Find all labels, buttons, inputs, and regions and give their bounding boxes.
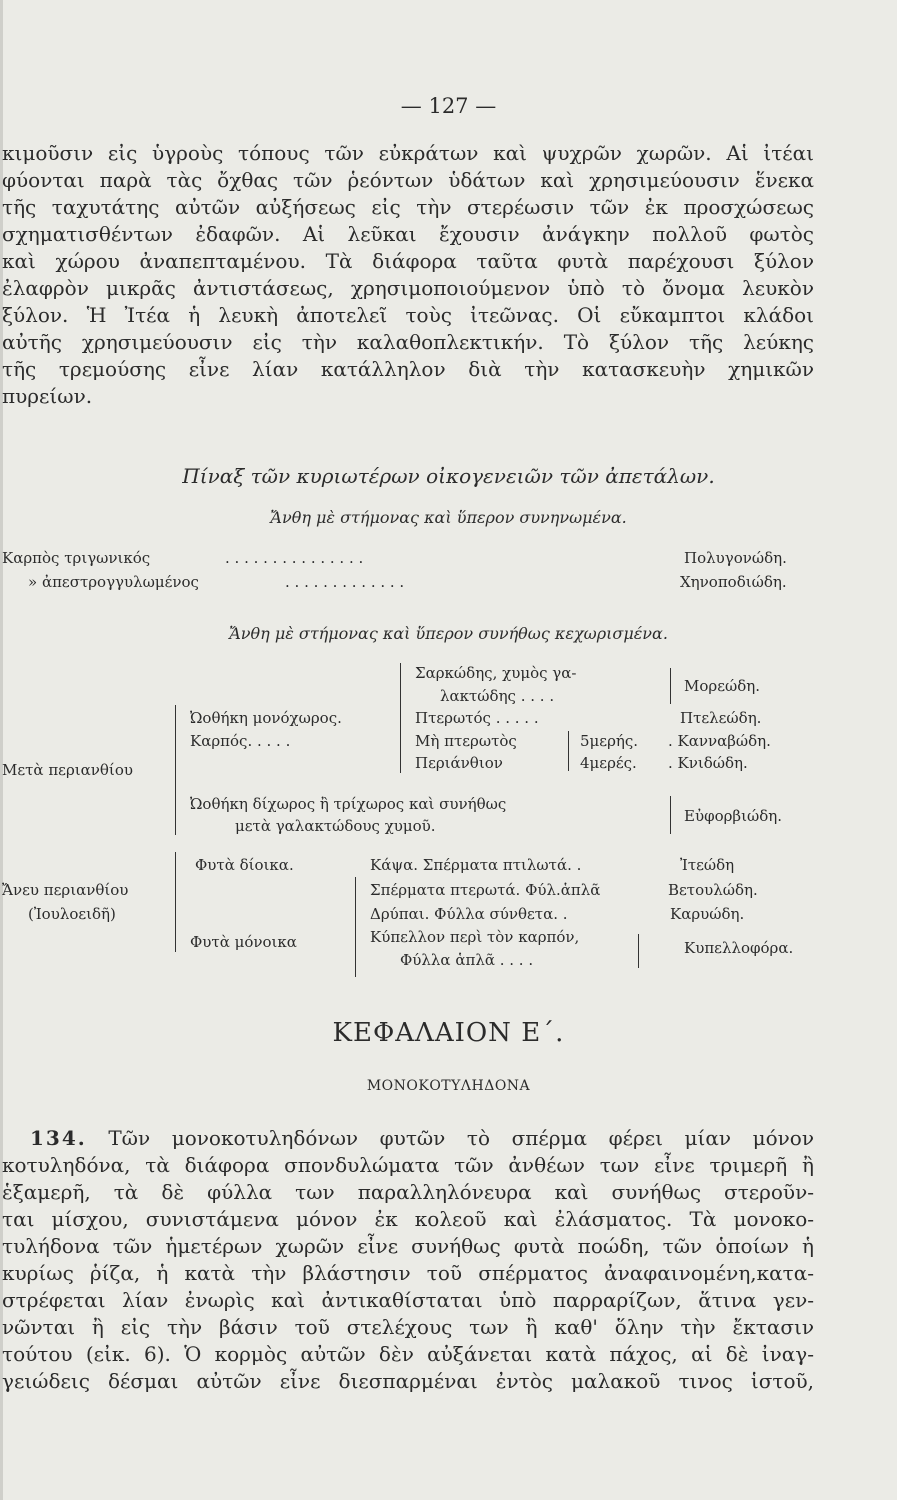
group1-label: » ἀπεστρογγυλωμένος bbox=[28, 573, 199, 591]
family-name: Κυπελλοφόρα. bbox=[684, 939, 794, 957]
branch-label: Δρύπαι. Φύλλα σύνθετα. . bbox=[370, 905, 568, 923]
group1-label: Καρπὸς τριγωνικός bbox=[2, 549, 151, 567]
family-name: Βετουλώδη. bbox=[668, 881, 758, 899]
family-name: Ἰτεώδη bbox=[680, 856, 735, 874]
family-name: Εὐφορβιώδη. bbox=[684, 807, 782, 825]
paragraph-bottom bbox=[2, 1125, 814, 1395]
branch-label: Ὠοθήκη δίχωρος ἢ τρίχωρος καὶ συνήθως bbox=[190, 795, 507, 813]
first-line-text: Τῶν μονοκοτυληδόνων φυτῶν τὸ σπέρμα φέρει μίαν μόνον bbox=[108, 1126, 814, 1150]
branch-label: Πτερωτός . . . . . bbox=[415, 709, 539, 727]
text-line: τυλήδονα τῶν ἡμετέρων χωρῶν εἶνε συνήθως φυτὰ ποώδη, τῶν ὁποίων ἡ bbox=[2, 1234, 814, 1258]
branch-label: Σπέρματα πτερωτά. Φύλ.ἁπλᾶ bbox=[370, 881, 601, 899]
brace bbox=[638, 934, 639, 968]
page-number: — 127 — bbox=[400, 94, 497, 118]
branch-label: Περιάνθιον bbox=[415, 754, 503, 772]
text-line: αὐτῆς χρησιμεύουσιν εἰς τὴν καλαθοπλεκτικήν. Τὸ ξύλον τῆς λεύκης bbox=[2, 330, 814, 354]
chapter-subtitle: ΜΟΝΟΚΟΤΥΛΗΔΟΝΑ bbox=[366, 1078, 531, 1094]
text-line: ἐλαφρὸν μικρᾶς ἀντιστάσεως, χρησιμοποιούμενον ὑπὸ τὸ ὄνομα λευκὸν bbox=[2, 276, 814, 300]
brace bbox=[670, 668, 671, 704]
group2-heading: Ἄνθη μὲ στήμονας καὶ ὕπερον συνήθως κεχωρισμένα. bbox=[229, 624, 668, 643]
group3-root: (Ἰουλοειδῆ) bbox=[28, 905, 116, 923]
text-line: τούτου (εἰκ. 6). Ὁ κορμὸς αὐτῶν δὲν αὐξάνεται κατὰ πάχος, αἱ δὲ ἰναγ- bbox=[2, 1342, 814, 1366]
brace bbox=[670, 796, 671, 834]
branch-label: Φυτὰ δίοικα. bbox=[195, 856, 294, 874]
family-name: . Κνιδώδη. bbox=[668, 754, 748, 772]
brace bbox=[175, 852, 176, 952]
text-line: κυρίως ῥίζα, ἡ κατὰ τὴν βλάστησιν τοῦ σπέρματος ἀναφαινομένη,κατα- bbox=[2, 1261, 814, 1285]
chapter-title: ΚΕΦΑΛΑΙΟΝ Ε΄. bbox=[332, 1018, 565, 1048]
branch-label: Καρπός. . . . . bbox=[190, 732, 291, 750]
family-name: Μορεώδη. bbox=[684, 677, 760, 695]
family-name: . Κανναβώδη. bbox=[668, 732, 771, 750]
dot-leader: . . . . . . . . . . . . . bbox=[285, 573, 405, 591]
brace bbox=[355, 877, 356, 977]
text-line bbox=[2, 1125, 814, 1152]
branch-label: Κύπελλον περὶ τὸν καρπόν, bbox=[370, 928, 580, 946]
branch-label: μετὰ γαλακτώδους χυμοῦ. bbox=[235, 817, 436, 835]
text-line: νῶνται ἢ εἰς τὴν βάσιν τοῦ στελέχους των ἢ καθ' ὅλην τὴν ἔκτασιν bbox=[2, 1315, 814, 1339]
text-line: γειώδεις δέσμαι αὐτῶν εἶνε διεσπαρμέναι ἐντὸς μαλακοῦ τινος ἱστοῦ, bbox=[2, 1369, 814, 1393]
brace bbox=[568, 731, 569, 771]
branch-label: Ὠοθήκη μονόχωρος. bbox=[190, 709, 342, 727]
text-line: τῆς ταχυτάτης αὐτῶν αὐξήσεως εἰς τὴν στερέωσιν τῶν ἐκ προσχώσεως bbox=[2, 195, 814, 219]
branch-label: Φύλλα ἁπλᾶ . . . . bbox=[400, 951, 534, 969]
text-line: τῆς τρεμούσης εἶνε λίαν κατάλληλον διὰ τὴν κατασκευὴν χημικῶν bbox=[2, 357, 814, 381]
group2-root: Μετὰ περιανθίου bbox=[2, 761, 133, 779]
text-line: κιμοῦσιν εἰς ὑγροὺς τόπους τῶν εὐκράτων καὶ ψυχρῶν χωρῶν. Αἱ ἰτέαι bbox=[2, 141, 814, 165]
text-line: κοτυληδόνα, τὰ διάφορα σπονδυλώματα τῶν ἀνθέων των εἶνε τριμερῆ ἢ bbox=[2, 1153, 814, 1177]
branch-label: λακτώδης . . . . bbox=[440, 687, 555, 705]
brace bbox=[400, 663, 401, 773]
dot-leader: . . . . . . . . . . . . . . . bbox=[225, 549, 364, 567]
family-name: Καρυώδη. bbox=[670, 905, 745, 923]
brace bbox=[175, 705, 176, 835]
family-name: Πολυγονώδη. bbox=[684, 549, 787, 567]
branch-label: Φυτὰ μόνοικα bbox=[190, 933, 297, 951]
section-number: 134. bbox=[30, 1126, 87, 1150]
branch-label: Σαρκώδης, χυμὸς γα- bbox=[415, 664, 577, 682]
branch-label: 4μερές. bbox=[580, 754, 637, 772]
text-line: σχηματισθέντων ἐδαφῶν. Αἱ λεῦκαι ἔχουσιν ἀνάγκην πολλοῦ φωτὸς bbox=[2, 222, 814, 246]
table-title: Πίναξ τῶν κυριωτέρων οἰκογενειῶν τῶν ἀπετάλων. bbox=[182, 464, 715, 488]
branch-label: 5μερής. bbox=[580, 732, 639, 750]
text-line: ξύλον. Ἡ Ἰτέα ἡ λευκὴ ἀποτελεῖ τοὺς ἰτεῶνας. Οἱ εὔκαμπτοι κλάδοι bbox=[2, 303, 814, 327]
branch-label: Κάψα. Σπέρματα πτιλωτά. . bbox=[370, 856, 582, 874]
paragraph-top bbox=[2, 140, 814, 410]
group3-root: Ἄνευ περιανθίου bbox=[2, 881, 129, 899]
text-line: καὶ χώρου ἀναπεπταμένου. Τὰ διάφορα ταῦτα φυτὰ παρέχουσι ξύλον bbox=[2, 249, 814, 273]
text-line: ται μίσχου, συνιστάμενα μόνον ἐκ κολεοῦ καὶ ἐλάσματος. Τὰ μονοκο- bbox=[2, 1207, 814, 1231]
text-line: στρέφεται λίαν ἐνωρὶς καὶ ἀντικαθίσταται ὑπὸ παρραρίζων, ἅτινα γεν- bbox=[2, 1288, 814, 1312]
family-name: Πτελεώδη. bbox=[680, 709, 762, 727]
family-name: Χηνοποδιώδη. bbox=[680, 573, 787, 591]
text-line: ἑξαμερῆ, τὰ δὲ φύλλα των παραλληλόνευρα καὶ συνήθως στεροῦν- bbox=[2, 1180, 814, 1204]
branch-label: Μὴ πτερωτὸς bbox=[415, 732, 517, 750]
group1-heading: Ἄνθη μὲ στήμονας καὶ ὕπερον συνηνωμένα. bbox=[270, 508, 627, 527]
text-line: φύονται παρὰ τὰς ὄχθας τῶν ῥεόντων ὑδάτων καὶ χρησιμεύουσιν ἕνεκα bbox=[2, 168, 814, 192]
text-line: πυρείων. bbox=[2, 384, 93, 408]
